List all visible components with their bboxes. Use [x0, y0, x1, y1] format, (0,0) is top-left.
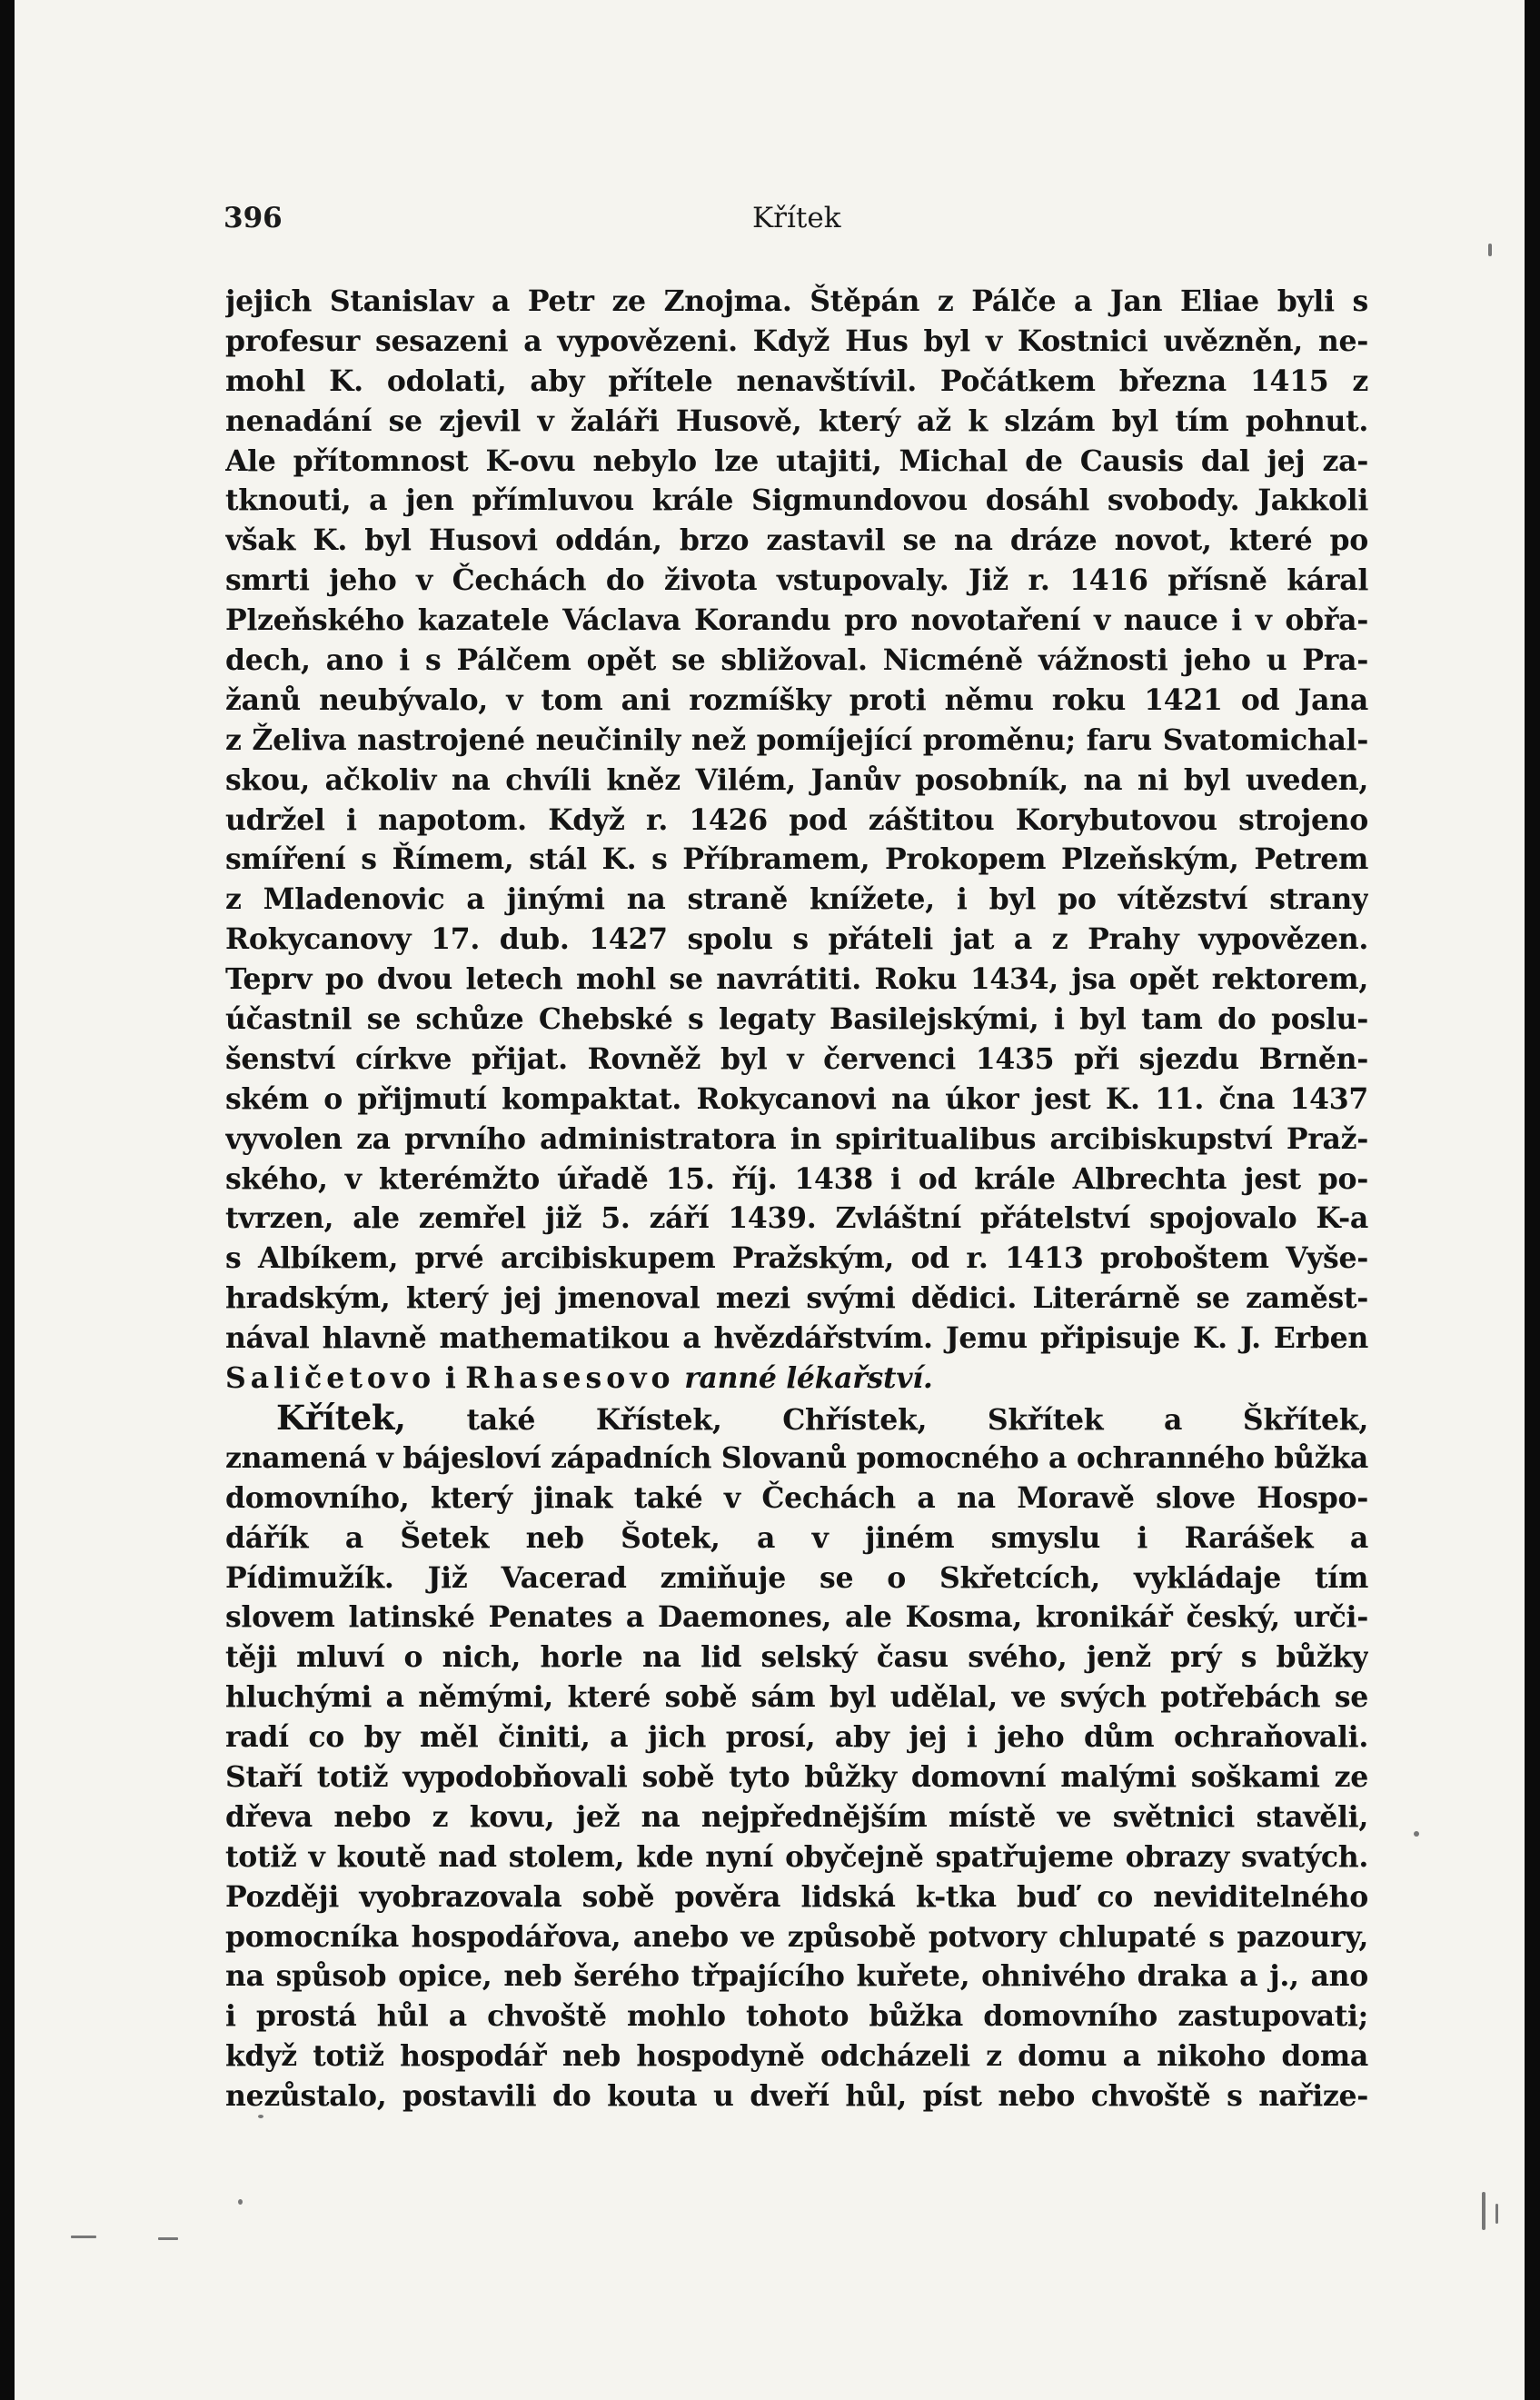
conjunction: i [444, 1361, 456, 1396]
entry-line: hluchými a němými, které sobě sám byl udělal, ve svých potřebách se [225, 1680, 1368, 1715]
text-line: Ale přítomnost K-ovu nebylo lze utajiti, Michal de Causis dal jej za- [225, 443, 1368, 478]
text-line: jejich Stanislav a Petr ze Znojma. Štěpán z Pálče a Jan Eliae byli s [225, 284, 1368, 318]
entry-line: těji mluví o nich, horle na lid selský času svého, jenž prý s bůžky [225, 1640, 1368, 1675]
entry-line: dářík a Šetek neb Šotek, a v jiném smyslu i Rarášek a [225, 1520, 1368, 1555]
entry-line: znamená v bájesloví západních Slovanů pomocného a ochranného bůžka [225, 1440, 1368, 1475]
book-page [15, 0, 1525, 2400]
entry-first-line [225, 1399, 1368, 1439]
text-line: Rokycanovy 17. dub. 1427 spolu s přáteli jat a z Prahy vypovězen. [225, 922, 1368, 957]
scan-speck [1495, 2204, 1498, 2224]
text-line: smíření s Římem, stál K. s Příbramem, Prokopem Plzeňským, Petrem [225, 842, 1368, 877]
entry-line: i prostá hůl a chvoště mohlo tohoto bůžka domovního zastupovati; [225, 1999, 1368, 2034]
entry-line: na spůsob opice, neb šerého třpajícího kuřete, ohnivého draka a j., ano [225, 1959, 1368, 1994]
text-line: Teprv po dvou letech mohl se navrátiti. Roku 1434, jsa opět rektorem, [225, 962, 1368, 997]
entry-line: pomocníka hospodářova, anebo ve způsobě potvory chlupaté s pazoury, [225, 1919, 1368, 1954]
text-line: šenství církve přijat. Rovněž byl v červenci 1435 při sjezdu Brněn- [225, 1041, 1368, 1076]
scan-speck [158, 2237, 178, 2240]
entry-line: domovního, který jinak také v Čechách a na Moravě slove Hospo- [225, 1480, 1368, 1515]
entry-line: Později vyobrazovala sobě pověra lidská k-tka buď co neviditelného [225, 1879, 1368, 1914]
text-line: nenadání se zjevil v žaláři Husově, který až k slzám byl tím pohnut. [225, 403, 1368, 438]
text-line: skou, ačkoliv na chvíli kněz Vilém, Janův posobník, na ni byl uveden, [225, 762, 1368, 797]
page-header [224, 202, 1370, 238]
text-line: profesur sesazeni a vypovězeni. Když Hus byl v Kostnici uvězněn, ne- [225, 324, 1368, 358]
text-line: Plzeňského kazatele Václava Korandu pro novotaření v nauce i v obřa- [225, 603, 1368, 638]
spaced-name: Saličetovo [225, 1361, 436, 1396]
entry-line: dřeva nebo z kovu, jež na nejpřednějším místě ve světnici stavěli, [225, 1799, 1368, 1834]
text-line: s Albíkem, prvé arcibiskupem Pražským, od r. 1413 proboštem Vyše- [225, 1241, 1368, 1276]
text-line: z Želiva nastrojené neučinily než pomíjející proměnu; faru Svatomichal- [225, 722, 1368, 757]
text-line: ského, v kterémžto úřadě 15. říj. 1438 i od krále Albrechta jest po- [225, 1161, 1368, 1196]
paragraph-end-line [225, 1359, 1368, 1399]
entry-line: nezůstalo, postavili do kouta u dveří hůl, píst nebo chvoště s nařize- [225, 2079, 1368, 2114]
running-title: Křítek [752, 202, 841, 234]
text-line: smrti jeho v Čechách do života vstupovaly. Již r. 1416 přísně káral [225, 563, 1368, 598]
text-line: žanů neubývalo, v tom ani rozmíšky proti němu roku 1421 od Jana [225, 682, 1368, 717]
scan-speck [71, 2236, 96, 2238]
scan-speck [1488, 244, 1492, 256]
entry-headword: Křítek, [276, 1398, 406, 1438]
entry-first-line-text: také Křístek, Chřístek, Skřítek a Škřítek, [466, 1402, 1368, 1437]
text-line: nával hlavně mathematikou a hvězdářstvím. Jemu připisuje K. J. Erben [225, 1321, 1368, 1356]
entry-line: totiž v koutě nad stolem, kde nyní obyčejně spatřujeme obrazy svatých. [225, 1839, 1368, 1874]
entry-line: slovem latinské Penates a Daemones, ale Kosma, kronikář český, urči- [225, 1600, 1368, 1635]
text-line: vyvolen za prvního administratora in spiritualibus arcibiskupství Praž- [225, 1121, 1368, 1156]
scan-speck [238, 2199, 243, 2205]
page-number: 396 [224, 202, 283, 234]
entry-line: Staří totiž vypodobňovali sobě tyto bůžky domovní malými soškami ze [225, 1759, 1368, 1794]
scan-speck [1414, 1831, 1419, 1837]
entry-line: když totiž hospodář neb hospodyně odcházeli z domu a nikoho doma [225, 2039, 1368, 2074]
text-line: hradským, který jej jmenoval mezi svými dědici. Literárně se zaměst- [225, 1281, 1368, 1316]
text-line: účastnil se schůze Chebské s legaty Basilejskými, i byl tam do poslu- [225, 1002, 1368, 1037]
entry-line: Pídimužík. Již Vacerad zmiňuje se o Skřetcích, vykládaje tím [225, 1560, 1368, 1595]
text-line: mohl K. odolati, aby přítele nenavštívil. Počátkem března 1415 z [225, 363, 1368, 398]
text-line: však K. byl Husovi oddán, brzo zastavil se na dráze novot, které po [225, 523, 1368, 558]
text-line: z Mladenovic a jinými na straně knížete, i byl po vítězství strany [225, 882, 1368, 917]
italic-title: ranné lékařství. [684, 1361, 933, 1396]
entry-line: radí co by měl činiti, a jich prosí, aby jej i jeho dům ochraňovali. [225, 1720, 1368, 1755]
text-line: tknouti, a jen přímluvou krále Sigmundovou dosáhl svobody. Jakkoli [225, 483, 1368, 518]
scan-speck [1482, 2192, 1485, 2230]
text-line: udržel i napotom. Když r. 1426 pod záštitou Korybutovou strojeno [225, 802, 1368, 837]
text-line: dech, ano i s Pálčem opět se sbližoval. Nicméně vážnosti jeho u Pra- [225, 643, 1368, 678]
text-line: tvrzen, ale zemřel již 5. září 1439. Zvláštní přátelství spojovalo K-a [225, 1201, 1368, 1236]
body-text [225, 282, 1368, 2116]
spaced-name: Rhasesovo [465, 1361, 675, 1396]
scan-speck [258, 2115, 263, 2118]
text-line: ském o přijmutí kompaktat. Rokycanovi na úkor jest K. 11. čna 1437 [225, 1081, 1368, 1116]
